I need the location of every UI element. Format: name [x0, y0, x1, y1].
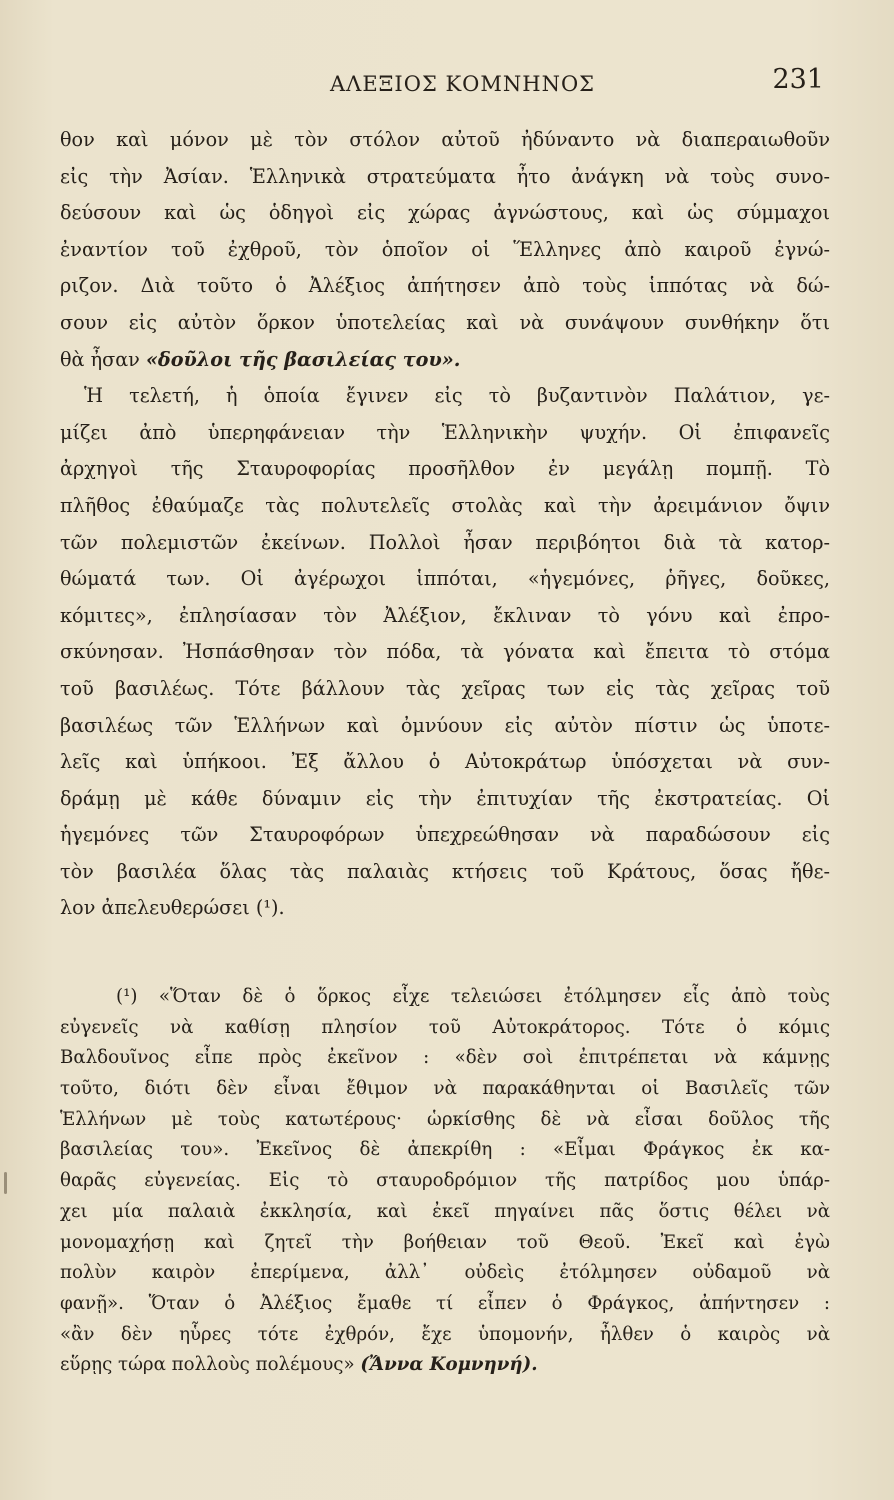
text-line: εἰς τὴν Ἀσίαν. Ἑλληνικὰ στρατεύματα ἦτο ἀνάγκη νὰ τοὺς συνο-: [60, 164, 830, 188]
text-line: σκύνησαν. Ἠσπάσθησαν τὸν πόδα, τὰ γόνατα καὶ ἔπειτα τὸ στόμα: [60, 640, 830, 664]
footnote-line: μονομαχήσῃ καὶ ζητεῖ τὴν βοήθειαν τοῦ Θεοῦ. Ἐκεῖ καὶ ἐγὼ: [60, 1231, 830, 1253]
text-line: ἀρχηγοὶ τῆς Σταυροφορίας προσῆλθον ἐν μεγάλῃ πομπῇ. Τὸ: [60, 457, 830, 481]
page-blemish: [4, 1172, 7, 1194]
text-line: θον καὶ μόνον μὲ τὸν στόλον αὐτοῦ ἠδύναντο νὰ διαπεραιωθοῦν: [60, 128, 830, 151]
text-line: ἐναντίον τοῦ ἐχθροῦ, τὸν ὁποῖον οἱ Ἕλληνες ἀπὸ καιροῦ ἐγνώ-: [60, 237, 830, 261]
footnote-line: φανῇ». Ὅταν ὁ Ἀλέξιος ἔμαθε τί εἶπεν ὁ Φράγκος, ἀπήντησεν :: [60, 1292, 830, 1314]
footnote-line: τοῦτο, διότι δὲν εἶναι ἔθιμον νὰ παρακάθηνται οἱ Βασιλεῖς τῶν: [60, 1078, 830, 1100]
text-line: τῶν πολεμιστῶν ἐκείνων. Πολλοὶ ἦσαν περιβόητοι διὰ τὰ κατορ-: [60, 530, 830, 554]
text-line: ἡγεμόνες τῶν Σταυροφόρων ὑπεχρεώθησαν νὰ παραδώσουν εἰς: [60, 823, 830, 847]
footnote-text-segment: εὕρῃς τώρα πολλοὺς πολέμους»: [60, 1354, 361, 1376]
text-line: [60, 342, 830, 379]
text-line: δράμῃ μὲ κάθε δύναμιν εἰς τὴν ἐπιτυχίαν τῆς ἐκστρατείας. Οἱ: [60, 786, 830, 810]
footnote-line: Βαλδουῖνος εἶπε πρὸς ἐκεῖνον : «δὲν σοὶ ἐπιτρέπεται νὰ κάμνῃς: [60, 1047, 830, 1069]
page-number: 231: [772, 64, 824, 95]
text-line: κόμιτες», ἐπλησίασαν τὸν Ἀλέξιον, ἔκλιναν τὸ γόνυ καὶ ἐπρο-: [60, 603, 830, 627]
footnote-line: χει μία παλαιὰ ἐκκλησία, καὶ ἐκεῖ πηγαίνει πᾶς ὅστις θέλει νὰ: [60, 1200, 830, 1222]
footnote: [60, 982, 830, 1381]
text-line: τὸν βασιλέα ὅλας τὰς παλαιὰς κτήσεις τοῦ Κράτους, ὅσας ἤθε-: [60, 859, 830, 883]
page-header: [60, 62, 824, 106]
footnote-line: [60, 1350, 830, 1381]
footnote-citation: (Ἄννα Κομνηνή).: [360, 1354, 538, 1376]
text-line: τοῦ βασιλέως. Τότε βάλλουν τὰς χεῖρας των εἰς τὰς χεῖρας τοῦ: [60, 676, 830, 700]
paragraph-start-line: Ἡ τελετή, ἡ ὁποία ἔγινεν εἰς τὸ βυζαντινὸν Παλάτιον, γε-: [84, 384, 830, 408]
footnote-line: «ἂν δὲν ηὗρες τότε ἐχθρόν, ἔχε ὑπομονήν, ἦλθεν ὁ καιρὸς νὰ: [60, 1323, 830, 1345]
text-segment: θὰ ἦσαν: [60, 347, 146, 371]
footnote-line: βασιλείας του». Ἐκεῖνος δὲ ἀπεκρίθη : «Εἶμαι Φράγκος ἐκ κα-: [60, 1139, 830, 1161]
text-line: πλῆθος ἐθαύμαζε τὰς πολυτελεῖς στολὰς καὶ τὴν ἀρειμάνιον ὄψιν: [60, 493, 830, 517]
text-line: σουν εἰς αὐτὸν ὅρκον ὑποτελείας καὶ νὰ συνάψουν συνθήκην ὅτι: [60, 310, 830, 334]
text-line: δεύσουν καὶ ὡς ὁδηγοὶ εἰς χώρας ἀγνώστους, καὶ ὡς σύμμαχοι: [60, 201, 830, 225]
footnote-line: εὐγενεῖς νὰ καθίσῃ πλησίον τοῦ Αὐτοκράτορος. Τότε ὁ κόμις: [60, 1016, 830, 1038]
text-line: θώματά των. Οἱ ἀγέρωχοι ἱππόται, «ἡγεμόνες, ῥῆγες, δοῦκες,: [60, 567, 830, 591]
footnote-line: Ἑλλήνων μὲ τοὺς κατωτέρους· ὡρκίσθης δὲ νὰ εἶσαι δοῦλος τῆς: [60, 1108, 830, 1130]
emphasized-quote: «δοῦλοι τῆς βασιλείας του».: [145, 347, 461, 371]
text-line: λον ἀπελευθερώσει (¹).: [60, 896, 285, 920]
footnote-line: θαρᾶς εὐγενείας. Εἰς τὸ σταυροδρόμιον τῆς πατρίδος μου ὑπάρ-: [60, 1170, 830, 1192]
text-line: βασιλέως τῶν Ἑλλήνων καὶ ὀμνύουν εἰς αὐτὸν πίστιν ὡς ὑποτε-: [60, 713, 830, 737]
text-line: λεῖς καὶ ὑπήκοοι. Ἐξ ἄλλου ὁ Αὐτοκράτωρ ὑπόσχεται νὰ συν-: [60, 750, 830, 774]
footnote-line: (¹) «Ὅταν δὲ ὁ ὅρκος εἶχε τελειώσει ἐτόλμησεν εἷς ἀπὸ τοὺς: [116, 986, 830, 1007]
main-text: [60, 122, 830, 927]
text-line: ριζον. Διὰ τοῦτο ὁ Ἀλέξιος ἀπήτησεν ἀπὸ τοὺς ἱππότας νὰ δώ-: [60, 274, 830, 298]
footnote-line: πολὺν καιρὸν ἐπερίμενα, ἀλλ᾽ οὐδεὶς ἐτόλμησεν οὐδαμοῦ νὰ: [60, 1262, 830, 1284]
text-line: μίζει ἀπὸ ὑπερηφάνειαν τὴν Ἑλληνικὴν ψυχήν. Οἱ ἐπιφανεῖς: [60, 420, 830, 444]
running-title: ΑΛΕΞΙΟΣ ΚΟΜΝΗΝΟΣ: [330, 72, 596, 96]
